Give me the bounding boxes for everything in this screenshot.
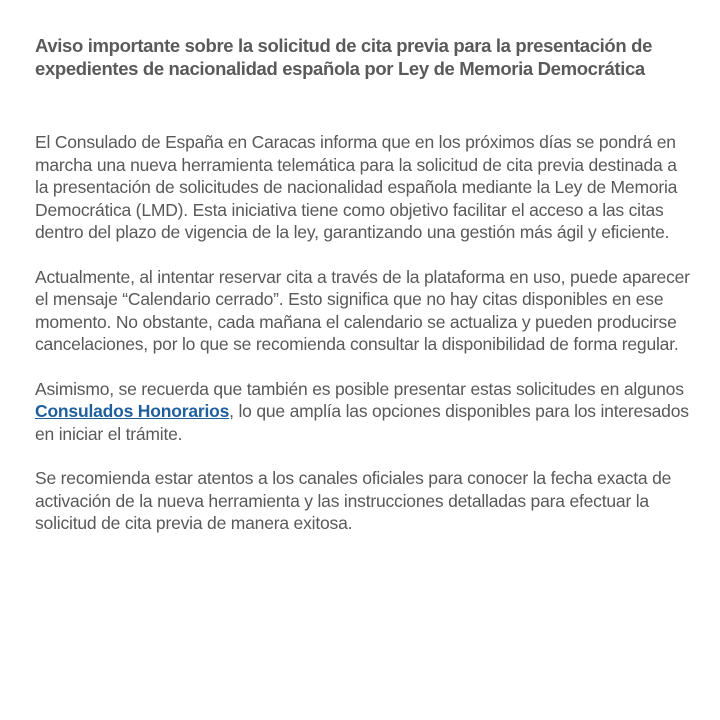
notice-title: Aviso importante sobre la solicitud de cita previa para la presentación de expedientes de nacionalidad española por Ley de Memoria Democrática xyxy=(35,35,653,79)
notice-page xyxy=(35,35,690,557)
paragraph-honorary-text-after: , lo que amplía las opciones disponibles para los interesados en iniciar el trámite. xyxy=(35,401,689,444)
paragraph-announcement: El Consulado de España en Caracas informa que en los próximos días se pondrá en marcha una nueva herramienta telemática para la solicitud de cita previa destinada a la presentación de solicitudes de nacionalidad española mediante la Ley de Memoria Democrática (LMD). Esta iniciativa tiene como objetivo facilitar el acceso a las citas dentro del plazo de vigencia de la ley, garantizando una gestión más ágil y eficiente. xyxy=(35,132,678,242)
paragraph-recommendation: Se recomienda estar atentos a los canales oficiales para conocer la fecha exacta de activación de la nueva herramienta y las instrucciones detalladas para efectuar la solicitud de cita previa de manera exitosa. xyxy=(35,468,672,533)
paragraph-honorary-consulates xyxy=(35,378,690,446)
notice-body xyxy=(35,131,690,535)
consulados-honorarios-link[interactable]: Consulados Honorarios xyxy=(35,401,230,421)
paragraph-honorary-text-before: Asimismo, se recuerda que también es posible presentar estas solicitudes en algunos xyxy=(35,378,684,399)
paragraph-calendar-closed: Actualmente, al intentar reservar cita a través de la plataforma en uso, puede aparecer el mensaje “Calendario cerrado”. Esto significa que no hay citas disponibles en ese momento. No obstante, cada mañana el calendario se actualiza y pueden producirse cancelaciones, por lo que se recomienda consultar la disponibilidad de forma regular. xyxy=(35,266,690,354)
